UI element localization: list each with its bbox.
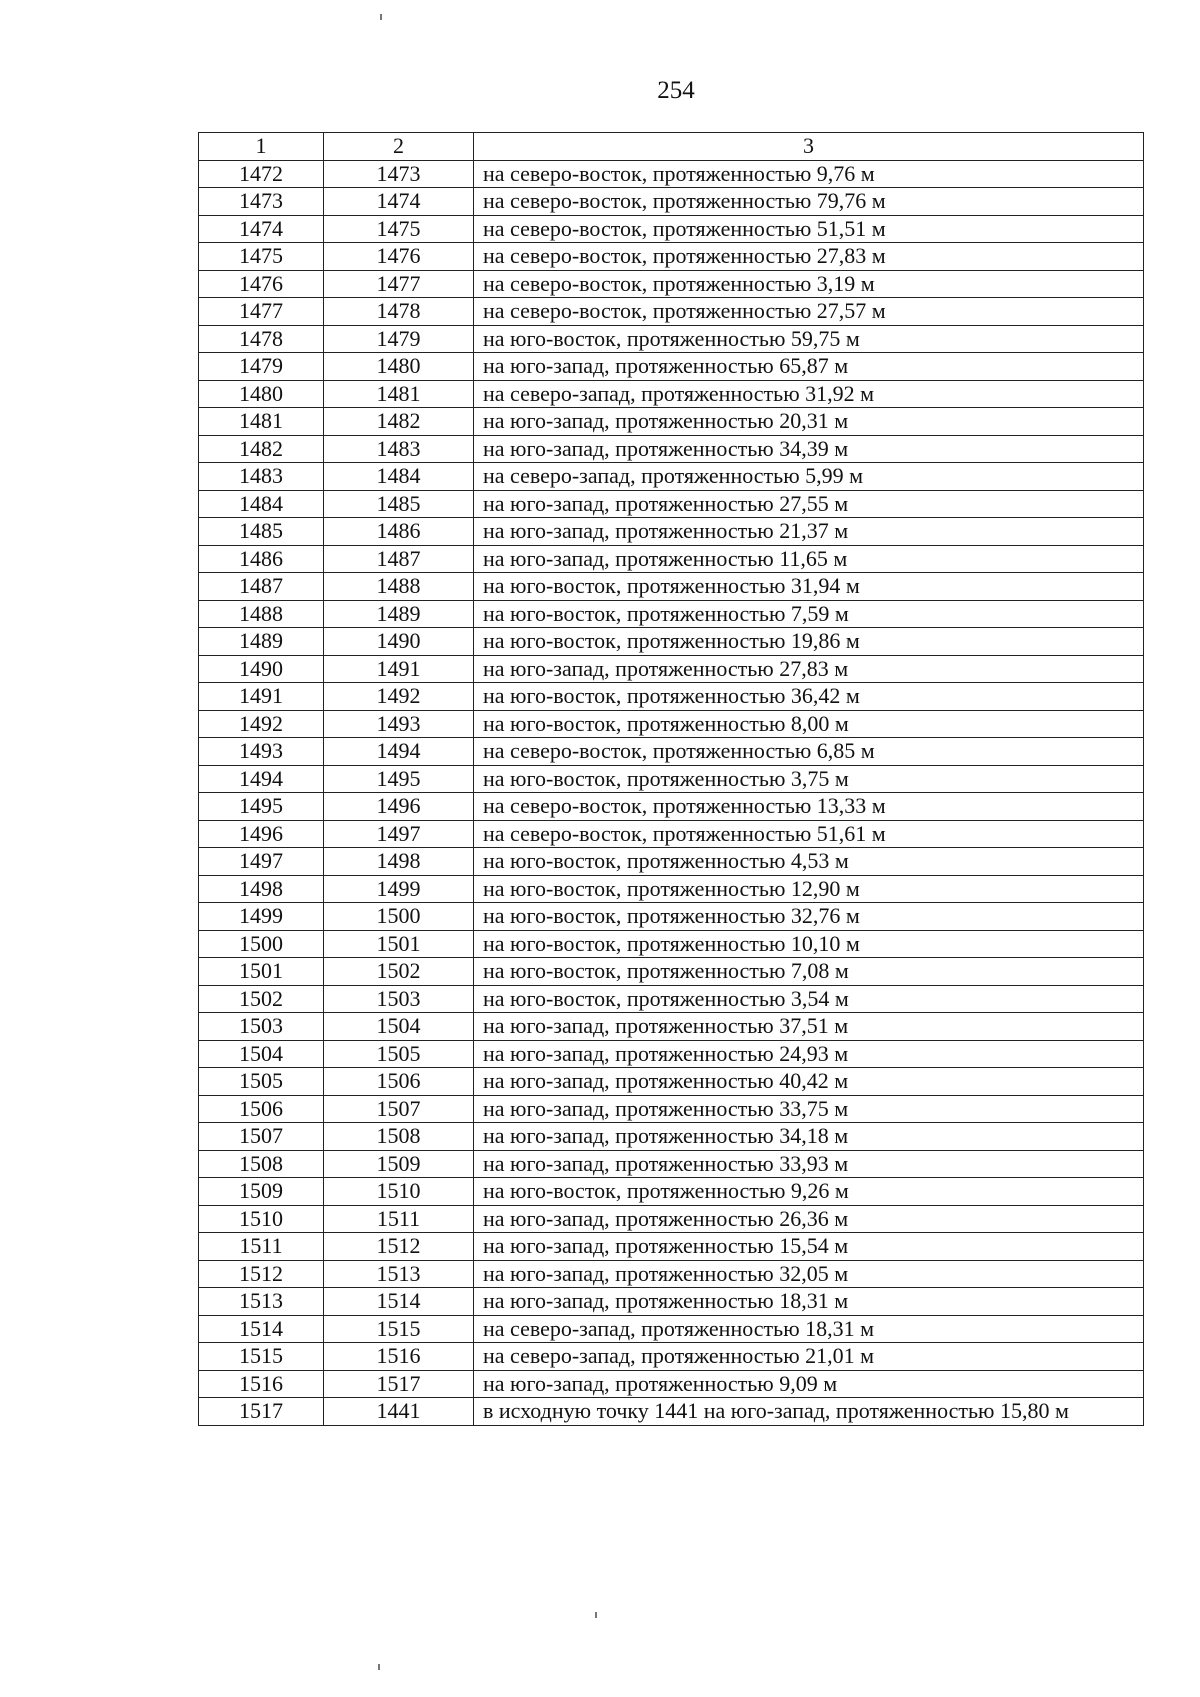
cell-description: на юго-восток, протяженностью 9,26 м <box>474 1178 1144 1206</box>
table-header-row <box>199 133 1144 161</box>
cell-description: на северо-восток, протяженностью 13,33 м <box>474 793 1144 821</box>
cell-to-point: 1506 <box>324 1068 474 1096</box>
cell-from-point: 1505 <box>199 1068 324 1096</box>
cell-from-point: 1484 <box>199 490 324 518</box>
table-row <box>199 765 1144 793</box>
table-row <box>199 1398 1144 1426</box>
cell-from-point: 1506 <box>199 1095 324 1123</box>
cell-to-point: 1488 <box>324 573 474 601</box>
cell-to-point: 1502 <box>324 958 474 986</box>
table-row <box>199 1150 1144 1178</box>
cell-from-point: 1477 <box>199 298 324 326</box>
cell-to-point: 1499 <box>324 875 474 903</box>
cell-to-point: 1507 <box>324 1095 474 1123</box>
table-row <box>199 1205 1144 1233</box>
cell-from-point: 1483 <box>199 463 324 491</box>
cell-description: на юго-восток, протяженностью 32,76 м <box>474 903 1144 931</box>
table-row <box>199 490 1144 518</box>
cell-from-point: 1472 <box>199 160 324 188</box>
cell-to-point: 1482 <box>324 408 474 436</box>
cell-to-point: 1483 <box>324 435 474 463</box>
cell-to-point: 1517 <box>324 1370 474 1398</box>
cell-from-point: 1513 <box>199 1288 324 1316</box>
cell-description: на северо-восток, протяженностью 51,51 м <box>474 215 1144 243</box>
table-row <box>199 738 1144 766</box>
table-row <box>199 1260 1144 1288</box>
cell-from-point: 1493 <box>199 738 324 766</box>
cell-description: на юго-восток, протяженностью 7,59 м <box>474 600 1144 628</box>
table-row <box>199 160 1144 188</box>
table-row <box>199 903 1144 931</box>
cell-from-point: 1491 <box>199 683 324 711</box>
cell-description: на юго-запад, протяженностью 34,39 м <box>474 435 1144 463</box>
table-row <box>199 1315 1144 1343</box>
cell-from-point: 1479 <box>199 353 324 381</box>
table-row <box>199 243 1144 271</box>
table-row <box>199 848 1144 876</box>
scan-speck <box>595 1612 597 1618</box>
cell-to-point: 1490 <box>324 628 474 656</box>
cell-to-point: 1512 <box>324 1233 474 1261</box>
cell-description: на юго-восток, протяженностью 19,86 м <box>474 628 1144 656</box>
cell-from-point: 1501 <box>199 958 324 986</box>
table-row <box>199 435 1144 463</box>
cell-description: в исходную точку 1441 на юго-запад, протяженностью 15,80 м <box>474 1398 1144 1426</box>
cell-from-point: 1475 <box>199 243 324 271</box>
column-header-from: 1 <box>199 133 324 161</box>
table-row <box>199 1068 1144 1096</box>
table-row <box>199 463 1144 491</box>
cell-from-point: 1503 <box>199 1013 324 1041</box>
cell-to-point: 1505 <box>324 1040 474 1068</box>
cell-description: на юго-восток, протяженностью 10,10 м <box>474 930 1144 958</box>
table-row <box>199 1343 1144 1371</box>
table-row <box>199 628 1144 656</box>
table-row <box>199 820 1144 848</box>
cell-to-point: 1513 <box>324 1260 474 1288</box>
cell-description: на юго-запад, протяженностью 37,51 м <box>474 1013 1144 1041</box>
cell-to-point: 1504 <box>324 1013 474 1041</box>
cell-to-point: 1511 <box>324 1205 474 1233</box>
cell-to-point: 1441 <box>324 1398 474 1426</box>
cell-from-point: 1514 <box>199 1315 324 1343</box>
table-row <box>199 710 1144 738</box>
table-row <box>199 875 1144 903</box>
cell-from-point: 1508 <box>199 1150 324 1178</box>
table-row <box>199 380 1144 408</box>
cell-description: на юго-запад, протяженностью 15,54 м <box>474 1233 1144 1261</box>
cell-description: на юго-запад, протяженностью 40,42 м <box>474 1068 1144 1096</box>
cell-from-point: 1500 <box>199 930 324 958</box>
cell-from-point: 1494 <box>199 765 324 793</box>
cell-to-point: 1514 <box>324 1288 474 1316</box>
cell-description: на юго-запад, протяженностью 9,09 м <box>474 1370 1144 1398</box>
cell-from-point: 1515 <box>199 1343 324 1371</box>
cell-from-point: 1502 <box>199 985 324 1013</box>
table-row <box>199 655 1144 683</box>
table-row <box>199 985 1144 1013</box>
column-header-to: 2 <box>324 133 474 161</box>
cell-to-point: 1476 <box>324 243 474 271</box>
cell-to-point: 1500 <box>324 903 474 931</box>
table-row <box>199 325 1144 353</box>
cell-description: на юго-запад, протяженностью 20,31 м <box>474 408 1144 436</box>
cell-to-point: 1497 <box>324 820 474 848</box>
cell-from-point: 1490 <box>199 655 324 683</box>
cell-description: на юго-запад, протяженностью 27,83 м <box>474 655 1144 683</box>
table-row <box>199 1040 1144 1068</box>
cell-to-point: 1485 <box>324 490 474 518</box>
table-row <box>199 1178 1144 1206</box>
cell-description: на юго-запад, протяженностью 27,55 м <box>474 490 1144 518</box>
table-row <box>199 298 1144 326</box>
cell-to-point: 1480 <box>324 353 474 381</box>
cell-to-point: 1487 <box>324 545 474 573</box>
cell-from-point: 1499 <box>199 903 324 931</box>
cell-description: на юго-запад, протяженностью 33,75 м <box>474 1095 1144 1123</box>
boundary-table <box>198 132 1144 1426</box>
table-row <box>199 793 1144 821</box>
cell-to-point: 1478 <box>324 298 474 326</box>
cell-from-point: 1481 <box>199 408 324 436</box>
cell-description: на северо-запад, протяженностью 31,92 м <box>474 380 1144 408</box>
cell-description: на юго-восток, протяженностью 59,75 м <box>474 325 1144 353</box>
cell-from-point: 1487 <box>199 573 324 601</box>
cell-from-point: 1498 <box>199 875 324 903</box>
cell-from-point: 1511 <box>199 1233 324 1261</box>
cell-description: на северо-восток, протяженностью 27,83 м <box>474 243 1144 271</box>
cell-description: на юго-восток, протяженностью 3,75 м <box>474 765 1144 793</box>
cell-description: на северо-восток, протяженностью 27,57 м <box>474 298 1144 326</box>
cell-from-point: 1478 <box>199 325 324 353</box>
table-row <box>199 958 1144 986</box>
table-row <box>199 188 1144 216</box>
cell-from-point: 1482 <box>199 435 324 463</box>
cell-description: на северо-восток, протяженностью 6,85 м <box>474 738 1144 766</box>
column-header-description: 3 <box>474 133 1144 161</box>
page-number: 254 <box>657 77 695 104</box>
cell-description: на юго-восток, протяженностью 4,53 м <box>474 848 1144 876</box>
table-row <box>199 215 1144 243</box>
cell-from-point: 1485 <box>199 518 324 546</box>
table-row <box>199 518 1144 546</box>
table-row <box>199 353 1144 381</box>
cell-description: на юго-запад, протяженностью 26,36 м <box>474 1205 1144 1233</box>
cell-to-point: 1493 <box>324 710 474 738</box>
table-body <box>199 160 1144 1425</box>
cell-description: на юго-запад, протяженностью 33,93 м <box>474 1150 1144 1178</box>
cell-to-point: 1491 <box>324 655 474 683</box>
table-row <box>199 930 1144 958</box>
cell-to-point: 1498 <box>324 848 474 876</box>
cell-description: на юго-запад, протяженностью 34,18 м <box>474 1123 1144 1151</box>
cell-description: на юго-запад, протяженностью 18,31 м <box>474 1288 1144 1316</box>
cell-description: на северо-запад, протяженностью 5,99 м <box>474 463 1144 491</box>
table-row <box>199 1288 1144 1316</box>
cell-description: на юго-запад, протяженностью 24,93 м <box>474 1040 1144 1068</box>
cell-from-point: 1489 <box>199 628 324 656</box>
cell-from-point: 1510 <box>199 1205 324 1233</box>
cell-to-point: 1496 <box>324 793 474 821</box>
cell-to-point: 1481 <box>324 380 474 408</box>
table-row <box>199 1095 1144 1123</box>
table-row <box>199 1123 1144 1151</box>
cell-description: на юго-запад, протяженностью 32,05 м <box>474 1260 1144 1288</box>
cell-description: на северо-восток, протяженностью 51,61 м <box>474 820 1144 848</box>
cell-from-point: 1474 <box>199 215 324 243</box>
cell-description: на юго-запад, протяженностью 21,37 м <box>474 518 1144 546</box>
cell-description: на юго-запад, протяженностью 11,65 м <box>474 545 1144 573</box>
cell-from-point: 1486 <box>199 545 324 573</box>
cell-to-point: 1516 <box>324 1343 474 1371</box>
table-row <box>199 545 1144 573</box>
cell-to-point: 1489 <box>324 600 474 628</box>
table-row <box>199 1013 1144 1041</box>
cell-to-point: 1492 <box>324 683 474 711</box>
cell-description: на юго-восток, протяженностью 7,08 м <box>474 958 1144 986</box>
cell-description: на северо-восток, протяженностью 9,76 м <box>474 160 1144 188</box>
cell-description: на северо-запад, протяженностью 18,31 м <box>474 1315 1144 1343</box>
cell-to-point: 1474 <box>324 188 474 216</box>
cell-from-point: 1492 <box>199 710 324 738</box>
cell-to-point: 1494 <box>324 738 474 766</box>
cell-to-point: 1477 <box>324 270 474 298</box>
table-row <box>199 408 1144 436</box>
table-row <box>199 270 1144 298</box>
cell-from-point: 1488 <box>199 600 324 628</box>
table-row <box>199 573 1144 601</box>
cell-from-point: 1496 <box>199 820 324 848</box>
cell-description: на юго-восток, протяженностью 3,54 м <box>474 985 1144 1013</box>
cell-to-point: 1510 <box>324 1178 474 1206</box>
cell-description: на юго-восток, протяженностью 12,90 м <box>474 875 1144 903</box>
cell-to-point: 1484 <box>324 463 474 491</box>
cell-description: на юго-запад, протяженностью 65,87 м <box>474 353 1144 381</box>
cell-from-point: 1512 <box>199 1260 324 1288</box>
cell-description: на юго-восток, протяженностью 36,42 м <box>474 683 1144 711</box>
cell-to-point: 1515 <box>324 1315 474 1343</box>
scan-speck <box>378 1664 380 1670</box>
table-row <box>199 600 1144 628</box>
cell-to-point: 1508 <box>324 1123 474 1151</box>
cell-from-point: 1509 <box>199 1178 324 1206</box>
cell-from-point: 1480 <box>199 380 324 408</box>
table-row <box>199 683 1144 711</box>
cell-to-point: 1479 <box>324 325 474 353</box>
cell-description: на юго-восток, протяженностью 31,94 м <box>474 573 1144 601</box>
cell-from-point: 1516 <box>199 1370 324 1398</box>
cell-from-point: 1517 <box>199 1398 324 1426</box>
cell-description: на северо-восток, протяженностью 3,19 м <box>474 270 1144 298</box>
cell-from-point: 1504 <box>199 1040 324 1068</box>
cell-to-point: 1501 <box>324 930 474 958</box>
table-row <box>199 1370 1144 1398</box>
table-row <box>199 1233 1144 1261</box>
cell-from-point: 1497 <box>199 848 324 876</box>
cell-to-point: 1473 <box>324 160 474 188</box>
cell-to-point: 1475 <box>324 215 474 243</box>
cell-description: на юго-восток, протяженностью 8,00 м <box>474 710 1144 738</box>
cell-to-point: 1509 <box>324 1150 474 1178</box>
cell-description: на северо-запад, протяженностью 21,01 м <box>474 1343 1144 1371</box>
cell-from-point: 1476 <box>199 270 324 298</box>
cell-to-point: 1503 <box>324 985 474 1013</box>
cell-from-point: 1473 <box>199 188 324 216</box>
cell-to-point: 1486 <box>324 518 474 546</box>
cell-description: на северо-восток, протяженностью 79,76 м <box>474 188 1144 216</box>
cell-to-point: 1495 <box>324 765 474 793</box>
cell-from-point: 1507 <box>199 1123 324 1151</box>
scan-speck <box>380 14 382 20</box>
cell-from-point: 1495 <box>199 793 324 821</box>
